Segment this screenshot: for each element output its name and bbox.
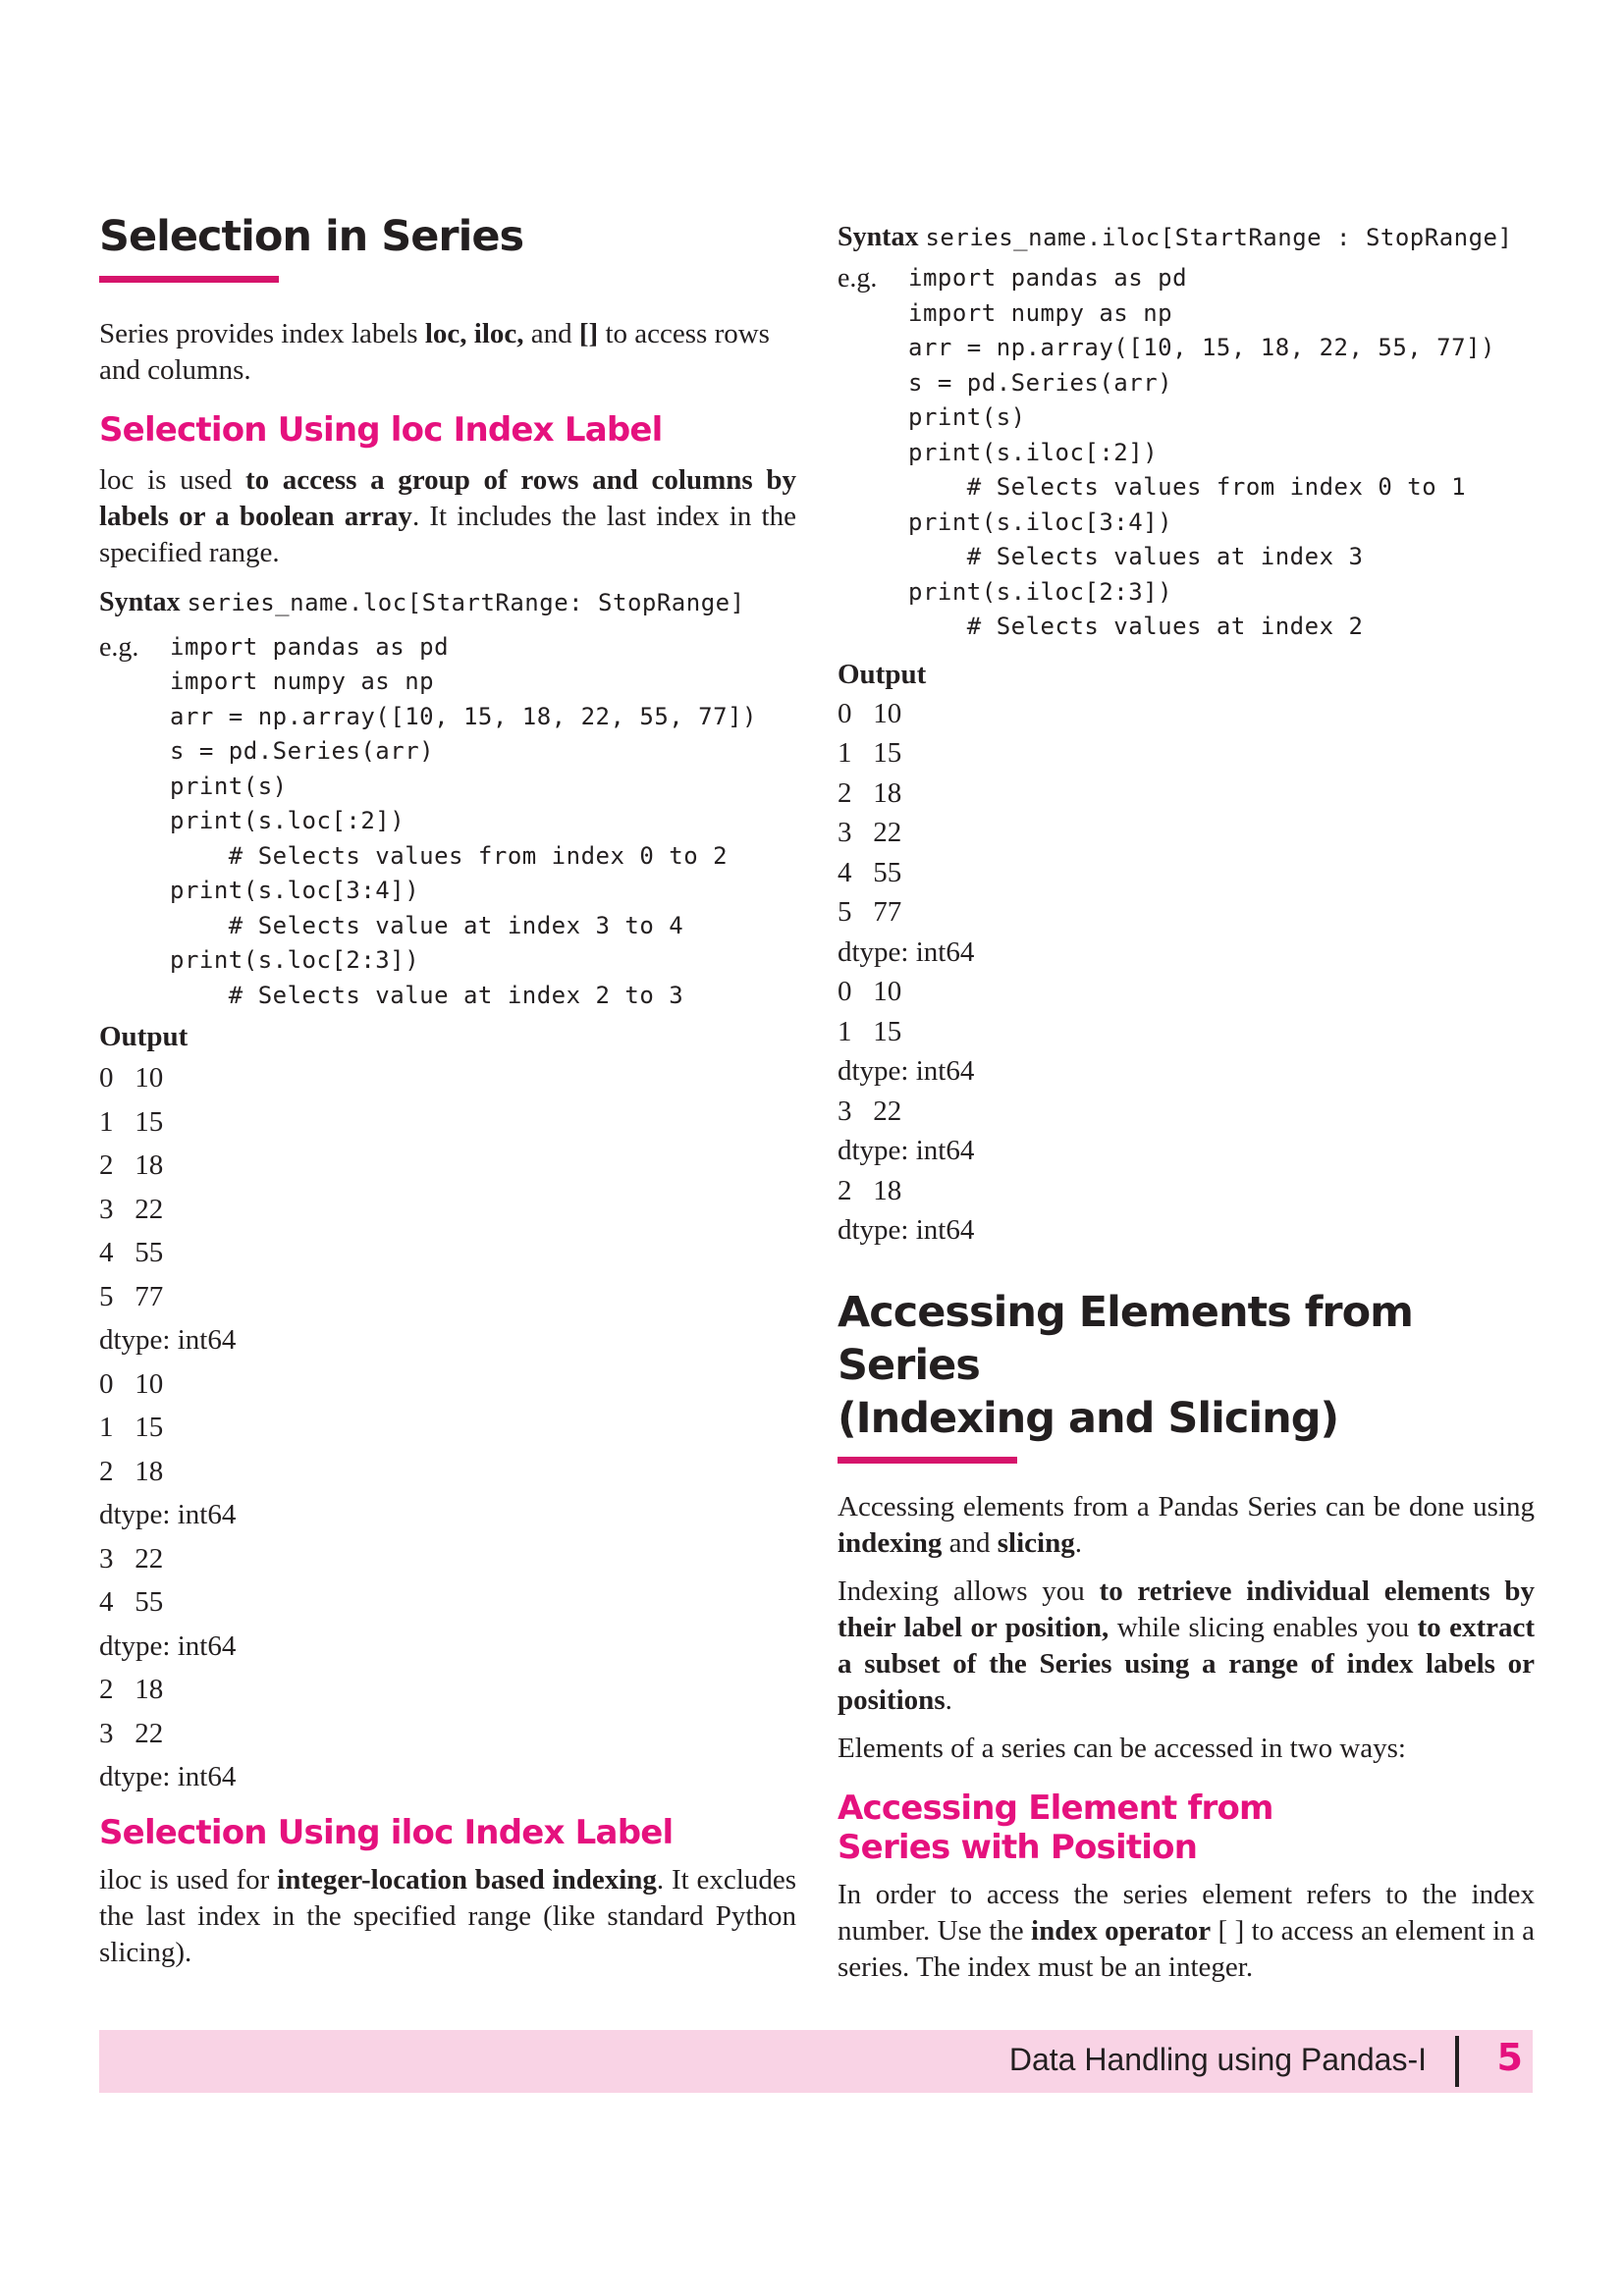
page-number: 5 <box>1496 2036 1523 2079</box>
accessing-title-underline <box>838 1457 1017 1464</box>
intro-text-4: [] <box>578 317 599 349</box>
loc-example <box>99 630 796 1014</box>
output-line: dtype: int64 <box>838 935 975 968</box>
loc-desc-3: . It includes the last index in the specified range. <box>99 500 796 568</box>
iloc-desc-3: . It excludes the last index in the specified range (like standard Python slicing). <box>99 1864 796 1969</box>
output-line: 2 18 <box>99 1149 164 1182</box>
iloc-syntax <box>838 218 1535 257</box>
accessing-title <box>838 1286 1535 1445</box>
output-line: 5 77 <box>838 896 902 928</box>
position-description <box>838 1877 1535 1986</box>
accessing-paragraph-3: Elements of a series can be accessed in two ways: <box>838 1732 1406 1764</box>
loc-heading: Selection Using loc Index Label <box>99 409 663 450</box>
output-line: 2 18 <box>838 1174 902 1206</box>
loc-description <box>99 462 796 571</box>
access-p2-2: to retrieve individual elements by their label or position, <box>838 1575 1535 1643</box>
iloc-example <box>838 261 1535 645</box>
access-p2-4: to extract a subset of the Series using a range of index labels or positions <box>838 1611 1536 1716</box>
access-p1-5: . <box>1074 1526 1082 1559</box>
loc-output-block <box>99 1056 796 1799</box>
right-column <box>838 218 1535 1998</box>
position-desc-1: In order to access the series element refers to the index number. Use the <box>838 1878 1535 1947</box>
output-line: 5 77 <box>99 1280 164 1312</box>
iloc-output-block <box>838 694 1535 1251</box>
output-line: 1 15 <box>99 1412 164 1444</box>
output-line: 1 15 <box>838 1015 902 1047</box>
output-line: 3 22 <box>838 1095 902 1127</box>
iloc-syntax-label: Syntax <box>838 222 919 252</box>
accessing-paragraph-1 <box>838 1489 1535 1562</box>
accessing-title-line1: Accessing Elements from Series <box>838 1287 1413 1390</box>
intro-text-1: Series provides index labels <box>99 317 425 349</box>
accessing-title-line2: (Indexing and Slicing) <box>838 1393 1339 1443</box>
access-p2-3: while slicing enables you <box>1109 1611 1418 1643</box>
output-line: 2 18 <box>99 1455 164 1487</box>
output-line: 0 10 <box>99 1062 164 1095</box>
output-line: 3 22 <box>99 1193 164 1225</box>
title-underline <box>99 276 279 283</box>
output-line: 4 55 <box>99 1586 164 1619</box>
left-column <box>99 211 796 1983</box>
access-p2-1: Indexing allows you <box>838 1575 1100 1607</box>
iloc-example-label: e.g. <box>838 263 878 294</box>
output-line: dtype: int64 <box>99 1499 237 1531</box>
loc-desc-2: to access a group of rows and columns by labels or a boolean array <box>99 463 796 532</box>
output-line: dtype: int64 <box>99 1324 237 1357</box>
loc-syntax-label: Syntax <box>99 586 181 617</box>
position-desc-2: index operator <box>1031 1914 1212 1947</box>
output-line: 4 55 <box>838 856 902 888</box>
loc-syntax <box>99 583 796 622</box>
output-line: dtype: int64 <box>838 1135 975 1166</box>
output-line: 0 10 <box>838 976 902 1007</box>
iloc-description <box>99 1862 796 1971</box>
iloc-heading: Selection Using iloc Index Label <box>99 1812 674 1852</box>
intro-text-5: to access rows and columns. <box>99 317 770 386</box>
loc-code-block: import pandas as pd import numpy as np arr = np.array([10, 15, 18, 22, 55, 77]) s = pd.Series(arr) print(s) print(s.loc[:2]) # Selects values from index 0 to 2 print(s.loc[3:4]) # Selects value at index 3 to 4 print(s.loc[2:3]) # Selects value at index 2 to 3 <box>170 632 757 1009</box>
output-line: 1 15 <box>99 1105 164 1138</box>
access-p1-1: Accessing elements from a Pandas Series can be done using <box>838 1490 1535 1522</box>
loc-syntax-code: series_name.loc[StartRange: StopRange] <box>187 588 745 616</box>
output-line: 2 18 <box>99 1674 164 1706</box>
iloc-desc-2: integer-location based indexing <box>277 1864 657 1896</box>
output-line: 0 10 <box>838 697 902 729</box>
intro-text-3: and <box>523 317 579 349</box>
output-line: 2 18 <box>838 776 902 809</box>
output-line: 1 15 <box>838 737 902 769</box>
intro-paragraph <box>99 316 796 389</box>
iloc-syntax-code: series_name.iloc[StartRange : StopRange] <box>925 224 1513 251</box>
output-line: 3 22 <box>99 1717 164 1749</box>
output-line: 0 10 <box>99 1367 164 1400</box>
output-line: dtype: int64 <box>838 1214 975 1246</box>
footer-chapter-title: Data Handling using Pandas-I <box>1008 2042 1427 2077</box>
section-title: Selection in Series <box>99 212 524 261</box>
position-heading-line1: Accessing Element from <box>838 1788 1273 1828</box>
output-line: 4 55 <box>99 1237 164 1269</box>
intro-text-2: loc, iloc, <box>424 317 524 349</box>
output-line: dtype: int64 <box>838 1055 975 1087</box>
output-line: 3 22 <box>99 1542 164 1575</box>
access-p1-4: slicing <box>997 1526 1075 1559</box>
loc-output-label: Output <box>99 1021 189 1053</box>
output-line: dtype: int64 <box>99 1629 237 1662</box>
output-line: 3 22 <box>838 817 902 848</box>
loc-example-label: e.g. <box>99 631 139 663</box>
iloc-desc-1: iloc is used for <box>99 1864 278 1896</box>
position-heading <box>838 1789 1535 1867</box>
footer-divider <box>1455 2036 1459 2087</box>
loc-desc-1: loc is used <box>99 463 245 496</box>
access-p2-5: . <box>945 1683 952 1716</box>
position-heading-line2: Series with Position <box>838 1827 1198 1867</box>
iloc-code-block: import pandas as pd import numpy as np arr = np.array([10, 15, 18, 22, 55, 77]) s = pd.Series(arr) print(s) print(s.iloc[:2]) # Selects values from index 0 to 1 print(s.iloc[3:4]) # Selects values at index 3 print(s.iloc[2:3]) # Selects values at index 2 <box>908 264 1495 640</box>
access-p1-3: and <box>942 1526 998 1559</box>
output-line: dtype: int64 <box>99 1761 237 1793</box>
iloc-output-label: Output <box>838 658 927 690</box>
page-footer <box>99 2030 1533 2093</box>
accessing-paragraph-2 <box>838 1574 1535 1719</box>
access-p1-2: indexing <box>838 1526 943 1559</box>
position-desc-3: [ ] to access an element in a series. The index must be an integer. <box>838 1914 1535 1983</box>
